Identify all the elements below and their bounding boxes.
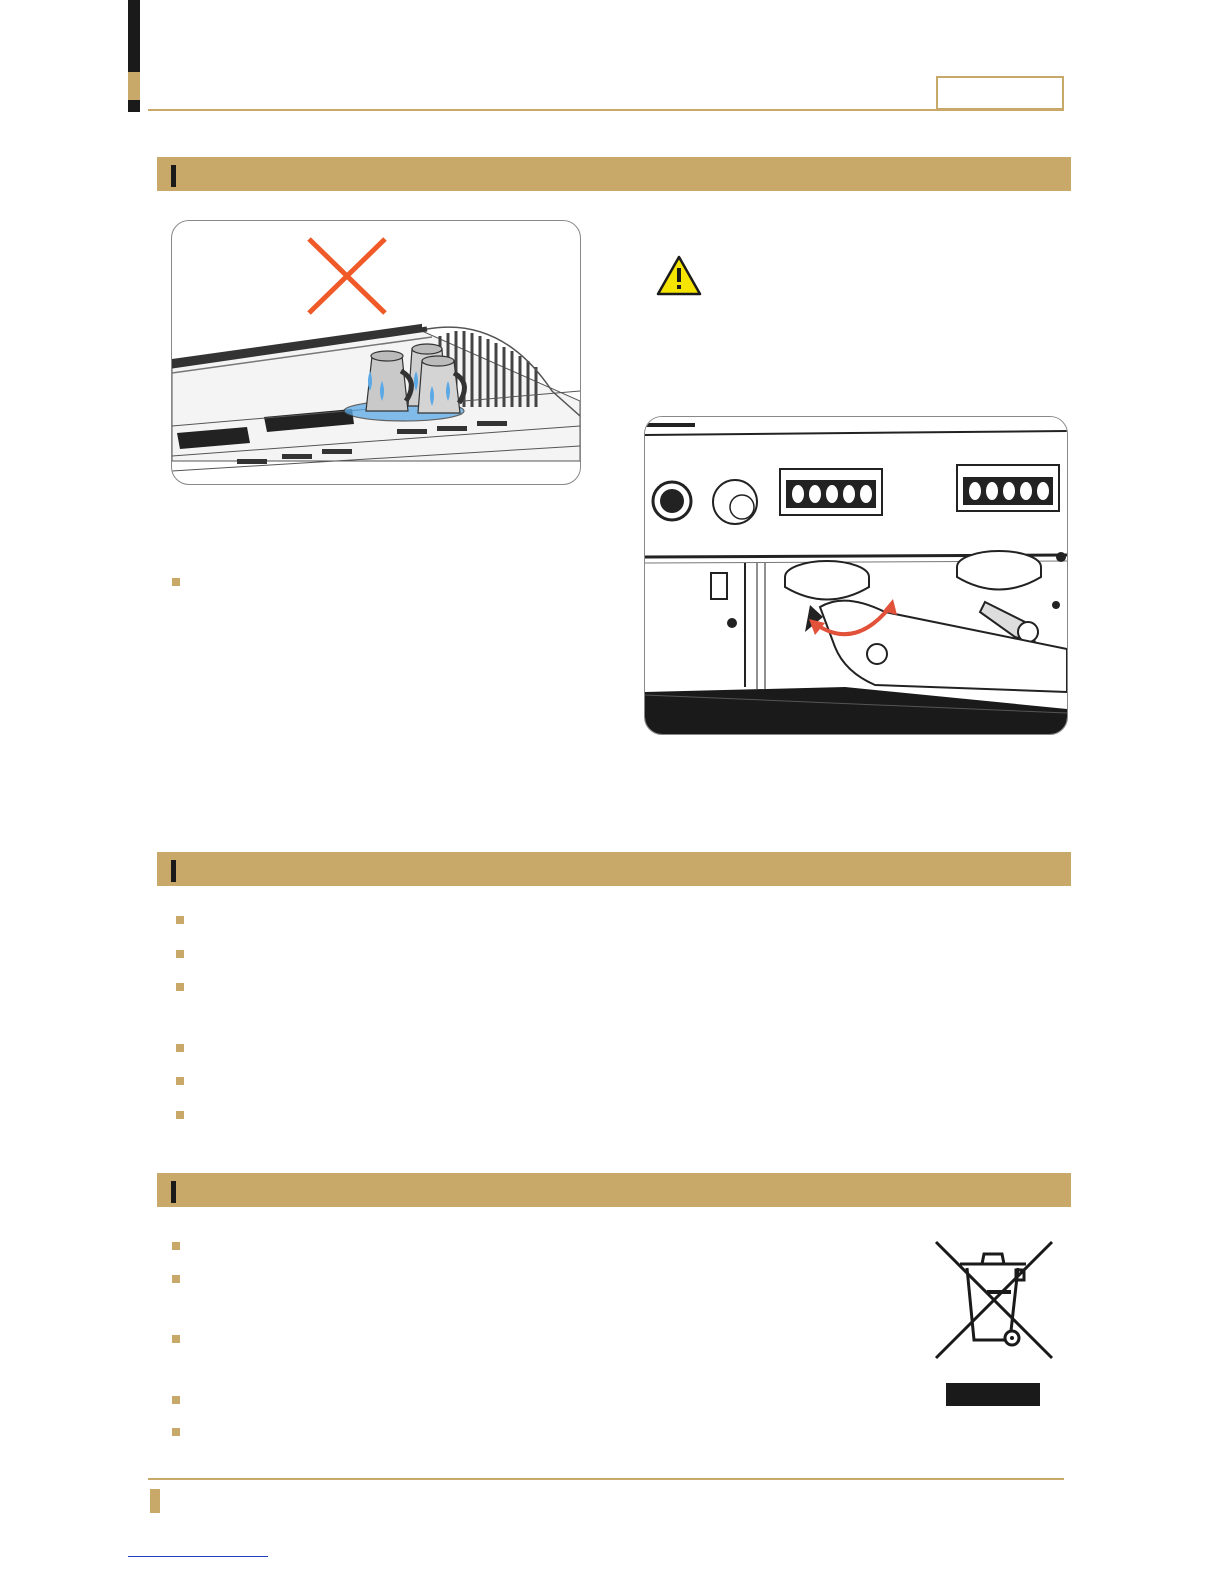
- bullet-marker: [172, 1275, 180, 1283]
- section-tick: [171, 1181, 176, 1203]
- bullet-marker: [172, 1396, 180, 1404]
- footer-marker: [150, 1489, 160, 1513]
- figure-portafilter: [644, 416, 1068, 735]
- bullet-marker: [172, 1335, 180, 1343]
- bullet-marker: [176, 1044, 184, 1052]
- section-header-3: [157, 1173, 1071, 1207]
- section-header-2: [157, 852, 1071, 886]
- page-label-box: [936, 76, 1064, 110]
- section-tick: [171, 165, 176, 187]
- weee-label-bar: [946, 1383, 1040, 1406]
- side-marker-gold: [128, 72, 140, 100]
- bullet-marker: [176, 983, 184, 991]
- bullet-marker: [172, 578, 180, 586]
- bullet-marker: [176, 950, 184, 958]
- bullet-marker: [176, 1077, 184, 1085]
- footer-link-underline[interactable]: [128, 1556, 268, 1557]
- header-rule: [148, 109, 1064, 111]
- section-header-1: [157, 157, 1071, 191]
- bullet-marker: [172, 1428, 180, 1436]
- warning-triangle-icon: [655, 254, 703, 297]
- cross-mark-icon: [305, 235, 389, 317]
- bullet-marker: [176, 1111, 184, 1119]
- group-head-drawing: [645, 417, 1067, 734]
- footer-rule: [148, 1478, 1064, 1480]
- side-marker-dark: [128, 0, 140, 72]
- side-marker-dark-lower: [128, 100, 140, 112]
- rotate-arrows-icon: [805, 595, 905, 645]
- crossed-bin-icon: [932, 1240, 1056, 1362]
- figure-cups-on-machine: [171, 220, 581, 485]
- section-tick: [171, 860, 176, 882]
- bullet-marker: [176, 916, 184, 924]
- bullet-marker: [172, 1242, 180, 1250]
